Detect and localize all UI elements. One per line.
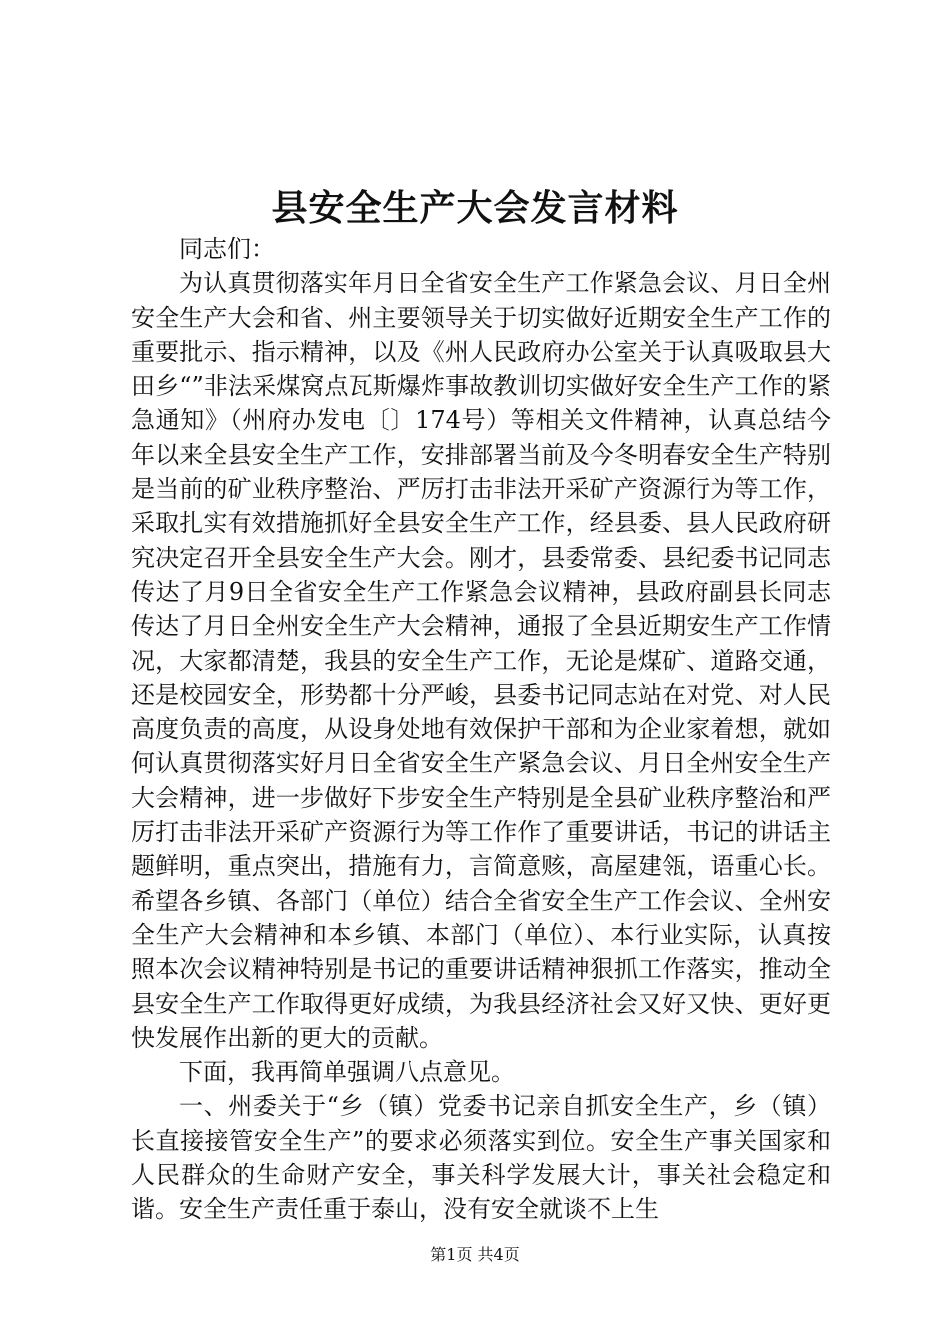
document-title: 县安全生产大会发言材料 [271,187,679,229]
page-number-footer: 第1页 共4页 [430,1245,520,1264]
body-paragraph: 为认真贯彻落实年月日全省安全生产工作紧急会议、月日全州安全生产大会和省、州主要领导关于切实做好近期安全生产工作的重要批示、指示精神，以及《州人民政府办公室关于认真吸取县大田乡“”非法采煤窝点瓦斯爆炸事故教训切实做好安全生产工作的紧急通知》（州府办发电〔〕174号）等相关文件精神，认真总结今年以来全县安全生产工作，安排部署当前及今冬明春安全生产特别是当前的矿业秩序整治、严厉打击非法开采矿产资源行为等工作，采取扎实有效措施抓好全县安全生产工作，经县委、县人民政府研究决定召开全县安全生产大会。刚才，县委常委、县纪委书记同志传达了月9日全省安全生产工作紧急会议精神，县政府副县长同志传达了月日全州安全生产大会精神，通报了全县近期安生产工作情况，大家都清楚，我县的安全生产工作，无论是煤矿、道路交通，还是校园安全，形势都十分严峻，县委书记同志站在对党、对人民高度负责的高度，从设身处地有效保护干部和为企业家着想，就如何认真贯彻落实好月日全省安全生产紧急会议、月日全州安全生产大会精神，进一步做好下步安全生产特别是全县矿业秩序整治和严厉打击非法开采矿产资源行为等工作作了重要讲话，书记的讲话主题鲜明，重点突出，措施有力，言简意赅，高屋建瓴，语重心长。希望各乡镇、各部门（单位）结合全省安全生产工作会议、全州安全生产大会精神和本乡镇、本部门（单位）、本行业实际，认真按照本次会议精神特别是书记的重要讲话精神狠抓工作落实，推动全县安全生产工作取得更好成绩，为我县经济社会又好又快、更好更快发展作出新的更大的贡献。 [131,269,831,1052]
document-body [131,232,831,1227]
body-paragraph: 下面，我再简单强调八点意见。 [179,1058,515,1087]
body-paragraph: 一、州委关于“乡（镇）党委书记亲自抓安全生产，乡（镇）长直接接管安全生产”的要求必须落实到位。安全生产事关国家和人民群众的生命财产安全，事关科学发展大计，事关社会稳定和谐。安全生产责任重于泰山，没有安全就谈不上生 [131,1092,831,1224]
salutation-paragraph: 同志们： [179,235,275,263]
